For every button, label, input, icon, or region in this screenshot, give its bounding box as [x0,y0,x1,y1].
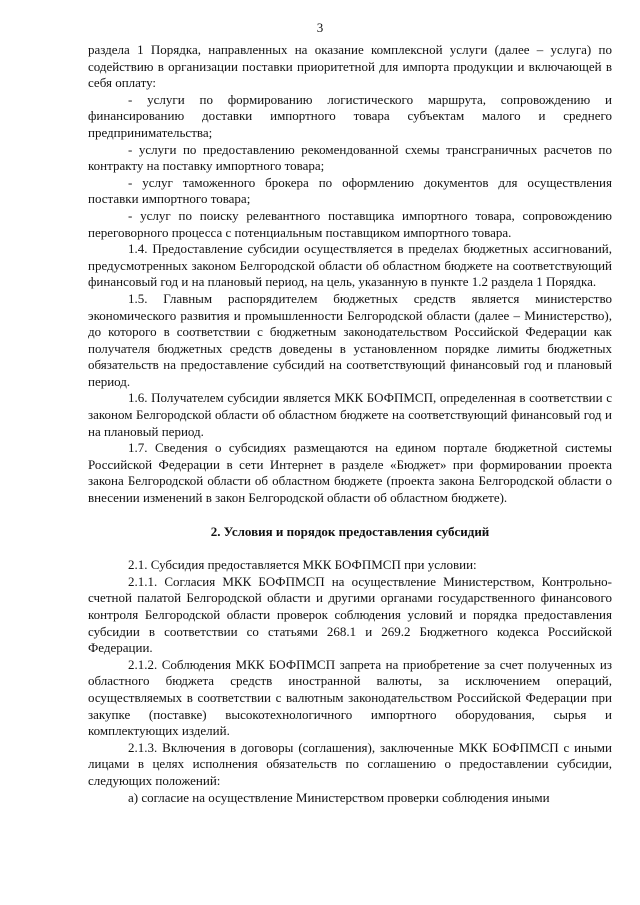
paragraph: 1.4. Предоставление субсидии осуществляется в пределах бюджетных ассигнований, предусмотренных законом Белгородской области об областном бюджете на соответствующий финансовый год и на плановый период, на цель, указанную в пункте 1.2 раздела 1 Порядка. [88,241,612,290]
paragraph: раздела 1 Порядка, направленных на оказание комплексной услуги (далее – услуга) по содействию в организации поставки приоритетной для импорта продукции и включающей в себя оплату: [88,42,612,91]
paragraph: - услуг по поиску релевантного поставщика импортного товара, сопровождению переговорного процесса с потенциальным поставщиком импортного товара. [88,207,612,240]
paragraph: 1.7. Сведения о субсидиях размещаются на едином портале бюджетной системы Российской Федерации в сети Интернет в разделе «Бюджет» при формировании проекта закона Белгородской области об областном бюджете (проекта закона Белгородской области о внесении изменений в закон Белгородской области об областном бюджете). [88,440,612,506]
section-2-body [88,557,612,806]
document-body [88,42,612,806]
paragraph: 1.6. Получателем субсидии является МКК БОФПМСП, определенная в соответствии с законом Белгородской области об областном бюджете на соответствующий финансовый год и на плановый период. [88,390,612,439]
paragraph: 1.5. Главным распорядителем бюджетных средств является министерство экономического развития и промышленности Белгородской области (далее – Министерство), до которого в соответствии с бюджетным законодательством Российской Федерации как получателя бюджетных средств доведены в установленном порядке лимиты бюджетных обязательств на предоставление субсидий на соответствующий финансовый год и плановый период. [88,290,612,389]
paragraph: 2.1. Субсидия предоставляется МКК БОФПМСП при условии: [128,557,477,573]
paragraph: 2.1.2. Соблюдения МКК БОФПМСП запрета на приобретение за счет полученных из областного бюджета средств иностранной валюты, за исключением операций, осуществляемых в соответствии с валютным законодательством Российской Федерации при закупке (поставке) высокотехнологичного импортного оборудования, сырья и комплектующих изделий. [88,656,612,739]
paragraph: - услуг таможенного брокера по оформлению документов для осуществления поставки импортного товара; [88,174,612,207]
section-1-continuation [88,42,612,507]
paragraph: 2.1.3. Включения в договоры (соглашения), заключенные МКК БОФПМСП с иными лицами в целях исполнения обязательств по соглашению о предоставлении субсидии, следующих положений: [88,739,612,788]
page-number: 3 [316,20,324,35]
section-heading: 2. Условия и порядок предоставления субсидий [210,523,490,539]
paragraph: а) согласие на осуществление Министерством проверки соблюдения иными [128,789,550,805]
paragraph: - услуги по предоставлению рекомендованной схемы трансграничных расчетов по контракту на поставку импортного товара; [88,141,612,174]
paragraph: 2.1.1. Согласия МКК БОФПМСП на осуществление Министерством, Контрольно-счетной палатой Белгородской области и другими органами государственного финансового контроля Белгородской области проверок соблюдения условий и порядка предоставления субсидии в соответствии со статьями 268.1 и 269.2 Бюджетного кодекса Российской Федерации. [88,573,612,656]
paragraph: - услуги по формированию логистического маршрута, сопровождению и финансированию доставки импортного товара субъектам малого и среднего предпринимательства; [88,91,612,140]
